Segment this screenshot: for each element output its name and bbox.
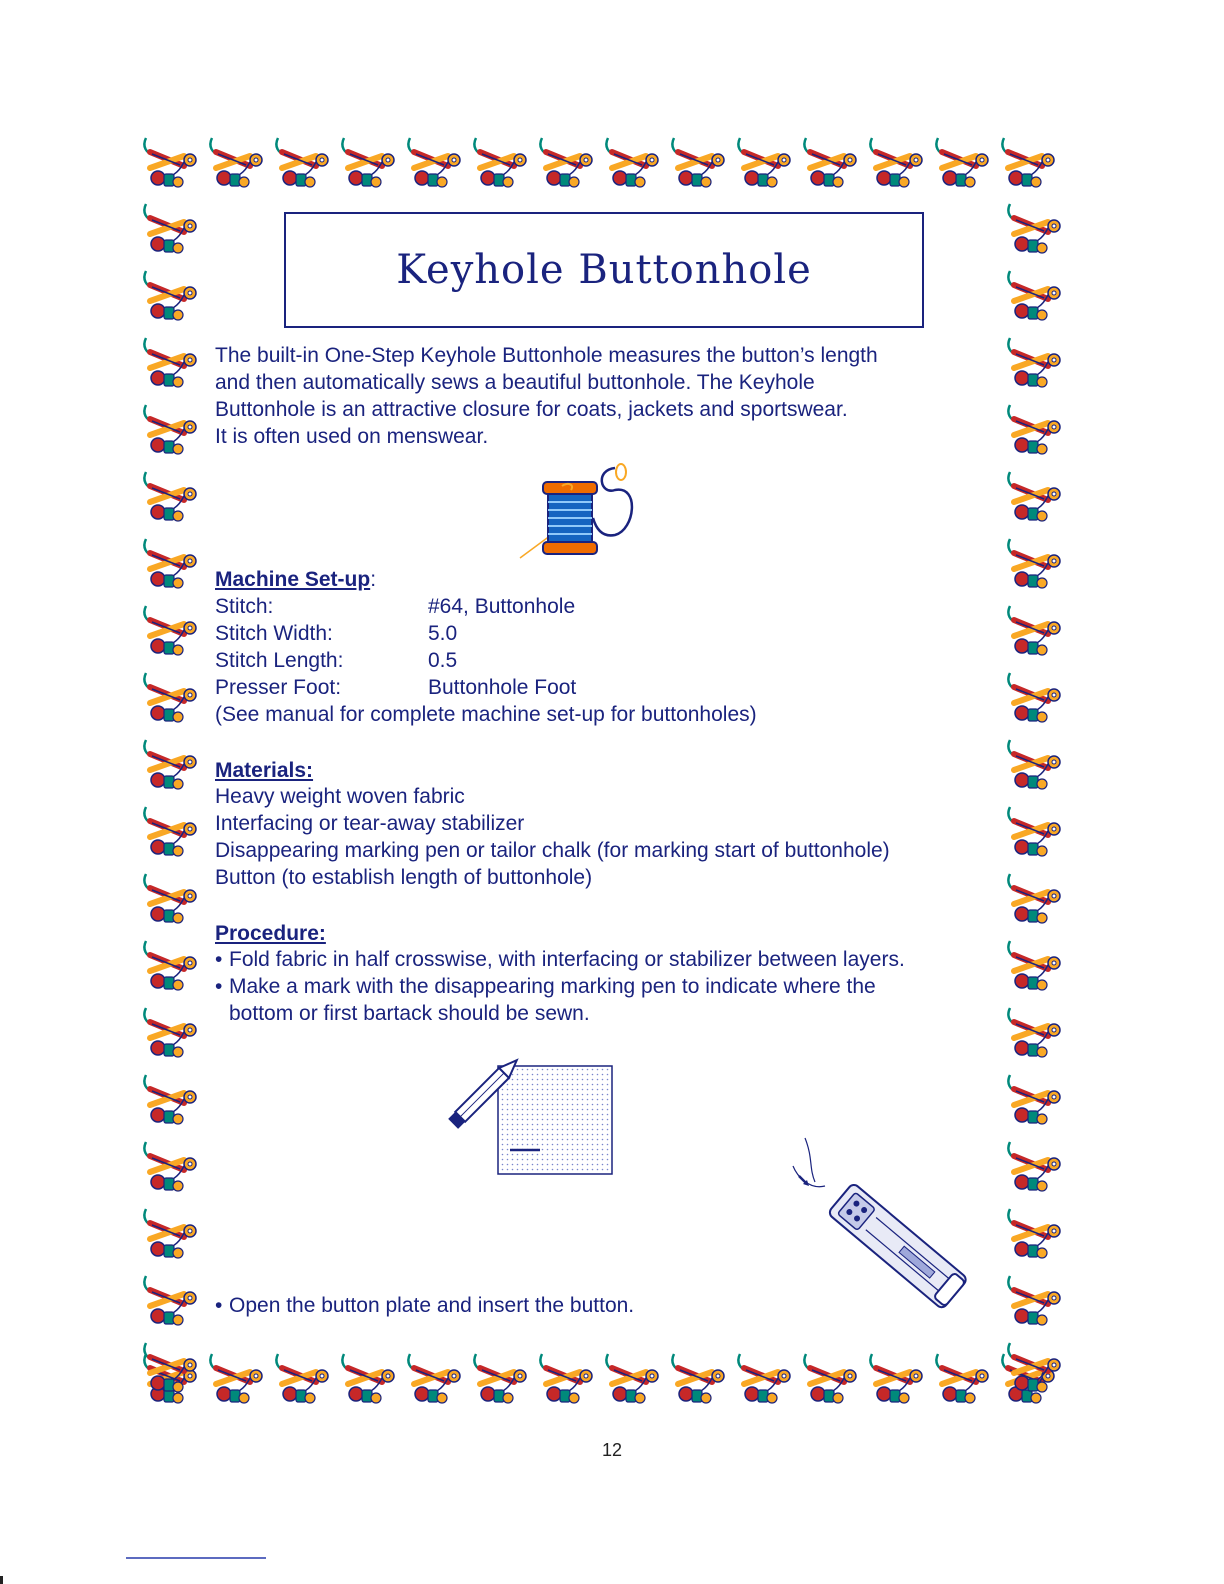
intro-line-3: Buttonhole is an attractive closure for coats, jackets and sportswear. bbox=[215, 398, 848, 421]
setup-value: Buttonhole Foot bbox=[428, 676, 577, 699]
sewing-motif-icon bbox=[140, 132, 204, 196]
sewing-motif-icon bbox=[998, 132, 1062, 196]
title-box bbox=[284, 212, 924, 328]
scan-edge-mark bbox=[0, 1576, 3, 1584]
sewing-motif-icon bbox=[140, 667, 204, 731]
setup-value: 0.5 bbox=[428, 649, 458, 672]
sewing-motif-icon bbox=[1004, 600, 1068, 664]
procedure-step-2-continued: bottom or first bartack should be sewn. bbox=[229, 1002, 590, 1025]
setup-label: Stitch Length: bbox=[215, 649, 344, 672]
sewing-motif-icon bbox=[800, 132, 864, 196]
setup-row-stitch bbox=[215, 593, 575, 620]
sewing-motif-icon bbox=[1004, 1270, 1068, 1334]
procedure-step-text: Open the button plate and insert the button. bbox=[229, 1294, 635, 1317]
sewing-motif-icon bbox=[1004, 734, 1068, 798]
sewing-motif-icon bbox=[140, 399, 204, 463]
sewing-motif-icon bbox=[1004, 399, 1068, 463]
sewing-motif-icon bbox=[932, 1348, 996, 1412]
sewing-motif-icon bbox=[338, 1348, 402, 1412]
sewing-motif-icon bbox=[140, 265, 204, 329]
sewing-motif-icon bbox=[1004, 1069, 1068, 1133]
page-number: 12 bbox=[601, 1440, 623, 1460]
sewing-motif-icon bbox=[140, 1002, 204, 1066]
sewing-motif-icon bbox=[536, 132, 600, 196]
sewing-motif-icon bbox=[140, 1069, 204, 1133]
sewing-motif-icon bbox=[140, 1337, 204, 1401]
sewing-motif-icon bbox=[1004, 868, 1068, 932]
setup-label: Stitch Width: bbox=[215, 622, 333, 645]
bullet: • bbox=[215, 948, 223, 971]
intro-line-4: It is often used on menswear. bbox=[215, 425, 489, 448]
sewing-motif-icon bbox=[602, 132, 666, 196]
machine-setup-heading-line bbox=[215, 566, 376, 593]
sewing-motif-icon bbox=[140, 1203, 204, 1267]
sewing-motif-icon bbox=[140, 868, 204, 932]
sewing-motif-icon bbox=[1004, 801, 1068, 865]
setup-value: #64, Buttonhole bbox=[428, 595, 576, 618]
intro-line-2: and then automatically sews a beautiful buttonhole. The Keyhole bbox=[215, 371, 815, 394]
setup-value: 5.0 bbox=[428, 622, 458, 645]
sewing-motif-icon bbox=[140, 533, 204, 597]
setup-row-stitch-length bbox=[215, 647, 457, 674]
sewing-motif-icon bbox=[866, 1348, 930, 1412]
sewing-motif-icon bbox=[734, 1348, 798, 1412]
setup-note: (See manual for complete machine set-up for buttonholes) bbox=[215, 703, 757, 726]
procedure-step-3 bbox=[215, 1292, 634, 1319]
sewing-motif-icon bbox=[338, 132, 402, 196]
sewing-motif-icon bbox=[1004, 667, 1068, 731]
sewing-motif-icon bbox=[536, 1348, 600, 1412]
sewing-motif-icon bbox=[140, 600, 204, 664]
setup-row-stitch-width bbox=[215, 620, 457, 647]
thread-spool-icon bbox=[515, 460, 645, 565]
materials-item: Button (to establish length of buttonhole) bbox=[215, 866, 593, 889]
materials-item: Interfacing or tear-away stabilizer bbox=[215, 812, 525, 835]
page-title: Keyhole Buttonhole bbox=[396, 247, 812, 293]
sewing-motif-icon bbox=[140, 801, 204, 865]
intro-line-1: The built-in One-Step Keyhole Buttonhole measures the button’s length bbox=[215, 344, 878, 367]
sewing-motif-icon bbox=[140, 332, 204, 396]
sewing-motif-icon bbox=[272, 132, 336, 196]
sewing-motif-icon bbox=[206, 1348, 270, 1412]
materials-item: Disappearing marking pen or tailor chalk (for marking start of buttonhole) bbox=[215, 839, 890, 862]
scan-line-decoration bbox=[126, 1557, 266, 1559]
sewing-motif-icon bbox=[1004, 533, 1068, 597]
sewing-motif-icon bbox=[932, 132, 996, 196]
machine-setup-heading: Machine Set-up bbox=[215, 568, 371, 591]
procedure-step-1 bbox=[215, 946, 905, 973]
sewing-motif-icon bbox=[1004, 935, 1068, 999]
sewing-motif-icon bbox=[272, 1348, 336, 1412]
sewing-motif-icon bbox=[470, 1348, 534, 1412]
sewing-motif-icon bbox=[140, 1270, 204, 1334]
procedure-step-2 bbox=[215, 973, 876, 1000]
sewing-motif-icon bbox=[206, 132, 270, 196]
sewing-motif-icon bbox=[1004, 466, 1068, 530]
procedure-step-text: Fold fabric in half crosswise, with interfacing or stabilizer between layers. bbox=[229, 948, 905, 971]
materials-heading: Materials: bbox=[215, 759, 314, 782]
pencil-marking-fabric-illustration bbox=[440, 1052, 620, 1180]
sewing-motif-icon bbox=[1004, 1203, 1068, 1267]
sewing-motif-icon bbox=[140, 1136, 204, 1200]
sewing-motif-icon bbox=[1004, 1136, 1068, 1200]
sewing-motif-icon bbox=[668, 132, 732, 196]
procedure-heading: Procedure: bbox=[215, 922, 326, 945]
sewing-motif-icon bbox=[1004, 1002, 1068, 1066]
sewing-motif-icon bbox=[668, 1348, 732, 1412]
sewing-motif-icon bbox=[1004, 265, 1068, 329]
sewing-motif-icon bbox=[140, 198, 204, 262]
bullet: • bbox=[215, 975, 223, 998]
sewing-motif-icon bbox=[602, 1348, 666, 1412]
buttonhole-foot-illustration bbox=[785, 1128, 995, 1333]
sewing-motif-icon bbox=[140, 734, 204, 798]
sewing-motif-icon bbox=[800, 1348, 864, 1412]
setup-row-presser-foot bbox=[215, 674, 576, 701]
sewing-motif-icon bbox=[470, 132, 534, 196]
machine-setup-colon: : bbox=[370, 568, 377, 591]
bullet: • bbox=[215, 1294, 223, 1317]
sewing-motif-icon bbox=[866, 132, 930, 196]
sewing-motif-icon bbox=[140, 935, 204, 999]
setup-label: Stitch: bbox=[215, 595, 274, 618]
sewing-motif-icon bbox=[404, 132, 468, 196]
materials-item: Heavy weight woven fabric bbox=[215, 785, 465, 808]
sewing-motif-icon bbox=[1004, 1337, 1068, 1401]
setup-label: Presser Foot: bbox=[215, 676, 342, 699]
sewing-motif-icon bbox=[404, 1348, 468, 1412]
procedure-step-text: Make a mark with the disappearing marking pen to indicate where the bbox=[229, 975, 876, 998]
sewing-motif-icon bbox=[1004, 198, 1068, 262]
sewing-motif-icon bbox=[140, 466, 204, 530]
sewing-motif-icon bbox=[1004, 332, 1068, 396]
sewing-motif-icon bbox=[734, 132, 798, 196]
